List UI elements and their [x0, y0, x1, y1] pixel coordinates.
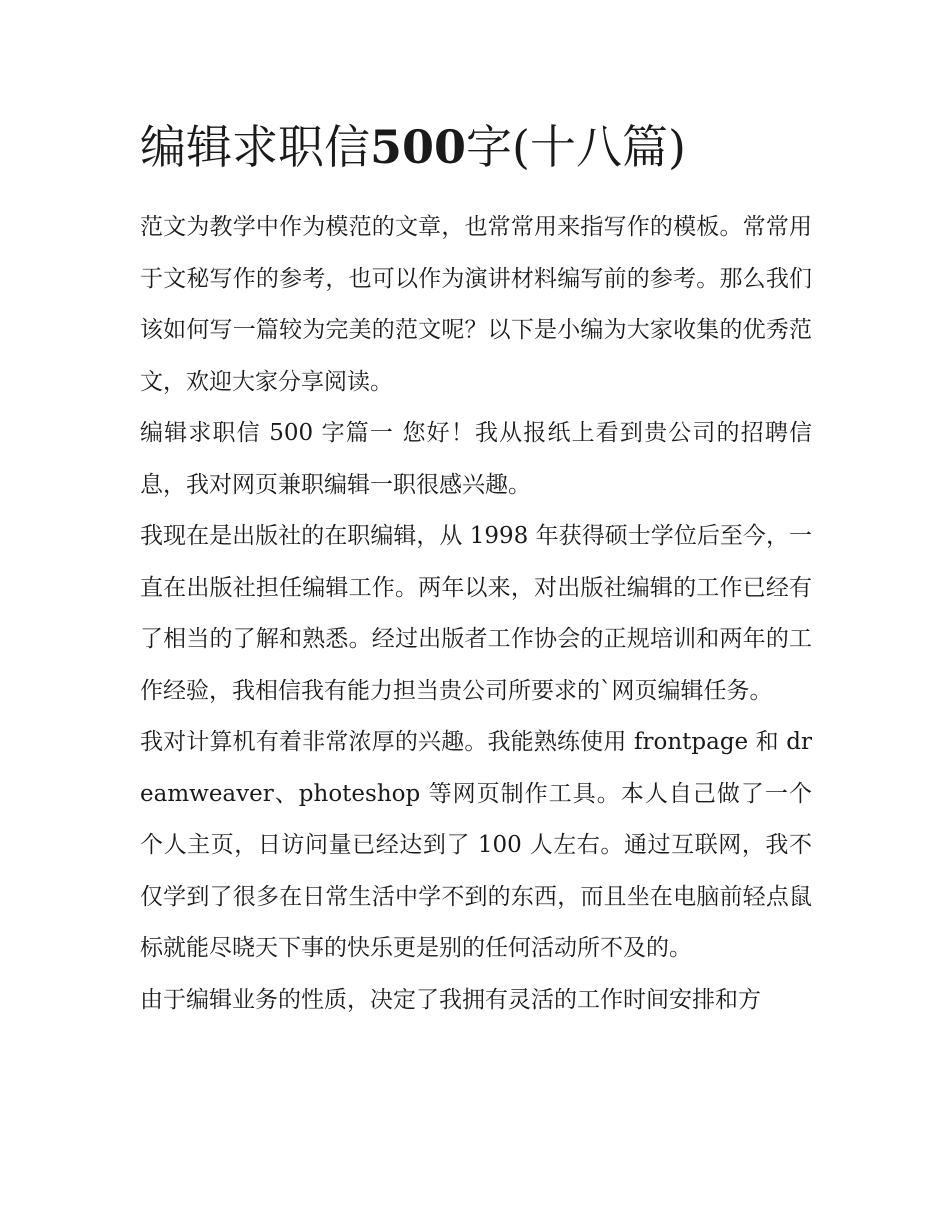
title-prefix: 编辑求职信 — [140, 120, 370, 174]
paragraph-skills: 我对计算机有着非常浓厚的兴趣。我能熟练使用 frontpage 和 dreamweaver、photeshop 等网页制作工具。本人自己做了一个个人主页，日访问量已经达到了 100 人左右。通过互联网，我不仅学到了很多在日常生活中学不到的东西，而且坐在电脑前轻点鼠标就能尽晓天下事的快乐更是别的任何活动所不及的。 — [140, 729, 812, 961]
paragraph-schedule: 由于编辑业务的性质，决定了我拥有灵活的工作时间安排和方 — [140, 986, 761, 1013]
paragraph-experience: 我现在是出版社的在职编辑，从 1998 年获得硕士学位后至今，一直在出版社担任编辑工作。两年以来，对出版社编辑的工作已经有了相当的了解和熟悉。经过出版者工作协会的正规培训和两年的工作经验，我相信我有能力担当贵公司所要求的`网页编辑任务。 — [140, 523, 812, 704]
document-page — [140, 112, 812, 1026]
title-suffix: 字(十八篇) — [466, 120, 686, 174]
paragraph-greeting: 编辑求职信 500 字篇一 您好！我从报纸上看到贵公司的招聘信息，我对网页兼职编辑一职很感兴趣。 — [140, 420, 812, 498]
title-number: 500 — [370, 120, 467, 174]
document-title — [140, 112, 812, 182]
paragraph-intro: 范文为教学中作为模范的文章，也常常用来指写作的模板。常常用于文秘写作的参考，也可以作为演讲材料编写前的参考。那么我们该如何写一篇较为完美的范文呢？以下是小编为大家收集的优秀范文，欢迎大家分享阅读。 — [140, 214, 812, 395]
